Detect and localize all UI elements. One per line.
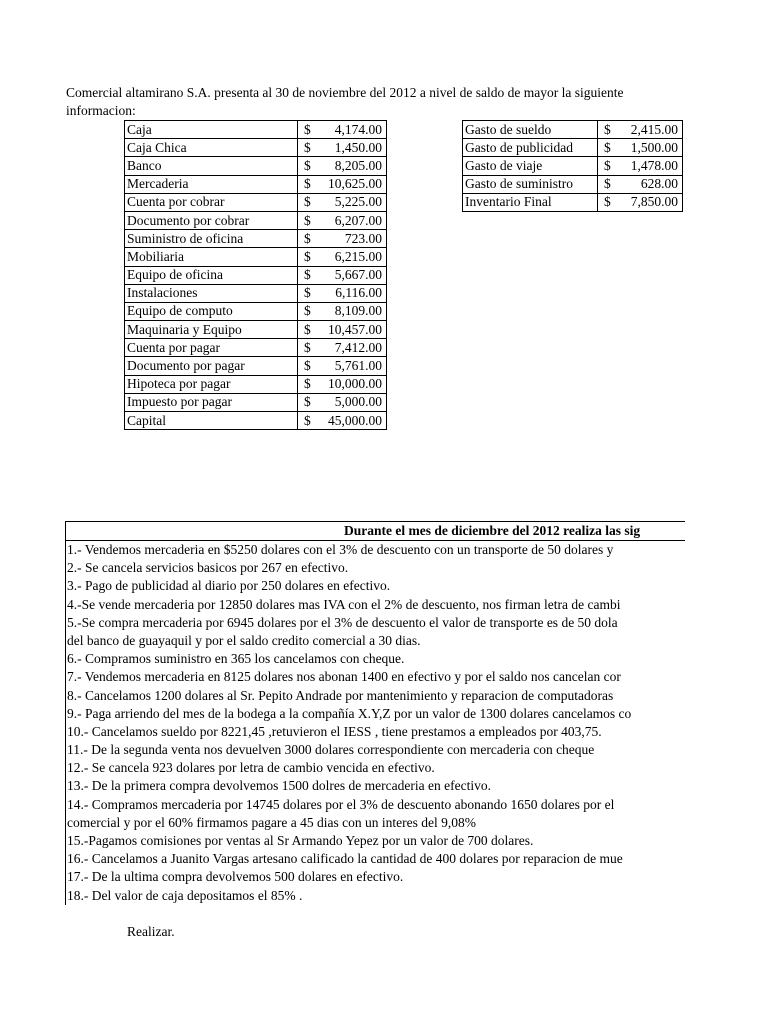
currency-symbol: $ bbox=[304, 303, 311, 319]
transaction-line[interactable]: del banco de guayaquil y por el saldo credito comercial a 30 dias. bbox=[67, 632, 421, 648]
footer-instruction: Realizar. bbox=[127, 924, 175, 939]
transaction-line[interactable]: 9.- Paga arriendo del mes de la bodega a la compañía X.Y,Z por un valor de 1300 dolares cancelamos co bbox=[67, 705, 632, 721]
amount-cell[interactable] bbox=[598, 139, 683, 157]
amount-cell[interactable] bbox=[298, 284, 387, 302]
transaction-line[interactable]: 12.- Se cancela 923 dolares por letra de cambio vencida en efectivo. bbox=[67, 760, 435, 776]
right-table-row bbox=[463, 175, 683, 193]
account-name-cell[interactable]: Cuenta por pagar bbox=[125, 339, 298, 357]
currency-symbol: $ bbox=[604, 194, 611, 210]
amount-value: 5,667.00 bbox=[334, 267, 382, 283]
amount-value: 5,225.00 bbox=[334, 194, 382, 210]
amount-value: 723.00 bbox=[344, 230, 382, 246]
currency-symbol: $ bbox=[304, 212, 311, 228]
currency-symbol: $ bbox=[304, 176, 311, 192]
amount-wrap bbox=[300, 394, 384, 410]
left-table-row bbox=[125, 248, 387, 266]
amount-cell[interactable] bbox=[298, 139, 387, 157]
transaction-line[interactable]: 5.-Se compra mercaderia por 6945 dolares por el 3% de descuento el valor de transporte es de 50 dola bbox=[67, 614, 618, 630]
amount-wrap bbox=[300, 176, 384, 192]
account-name-cell[interactable]: Caja Chica bbox=[125, 139, 298, 157]
amount-wrap bbox=[300, 340, 384, 356]
transactions-header bbox=[66, 522, 685, 541]
currency-symbol: $ bbox=[304, 394, 311, 410]
left-table-row bbox=[125, 175, 387, 193]
transaction-line[interactable]: 15.-Pagamos comisiones por ventas al Sr Armando Yepez por un valor de 700 dolares. bbox=[67, 833, 534, 848]
transaction-line[interactable]: 1.- Vendemos mercaderia en $5250 dolares con el 3% de descuento con un transporte de 50 dolares y bbox=[67, 542, 614, 557]
amount-wrap bbox=[300, 413, 384, 429]
amount-cell[interactable] bbox=[298, 412, 387, 430]
transaction-line[interactable]: 14.- Compramos mercaderia por 14745 dolares por el 3% de descuento abonando 1650 dolares por el bbox=[67, 796, 615, 812]
amount-value: 10,000.00 bbox=[328, 376, 382, 392]
transactions-box bbox=[65, 521, 685, 905]
intro-line-1: Comercial altamirano S.A. presenta al 30 de noviembre del 2012 a nivel de saldo de mayor la siguiente bbox=[66, 85, 624, 100]
amount-wrap bbox=[300, 249, 384, 265]
amount-value: 628.00 bbox=[640, 176, 678, 192]
amount-value: 7,850.00 bbox=[630, 194, 678, 210]
currency-symbol: $ bbox=[304, 321, 311, 337]
transaction-line[interactable]: 7.- Vendemos mercaderia en 8125 dolares nos abonan 1400 en efectivo y por el saldo nos cancelan cor bbox=[67, 669, 621, 685]
amount-wrap bbox=[600, 122, 680, 138]
transaction-line[interactable]: 16.- Cancelamos a Juanito Vargas artesano calificado la cantidad de 400 dolares por reparacion de mue bbox=[67, 851, 623, 867]
left-table-row bbox=[125, 139, 387, 157]
left-table-row bbox=[125, 339, 387, 357]
amount-value: 2,415.00 bbox=[630, 121, 678, 137]
account-name-cell[interactable]: Suministro de oficina bbox=[125, 230, 298, 248]
left-table-row bbox=[125, 121, 387, 139]
currency-symbol: $ bbox=[304, 339, 311, 355]
left-table-row bbox=[125, 302, 387, 320]
transaction-line[interactable]: 2.- Se cancela servicios basicos por 267 en efectivo. bbox=[67, 560, 349, 576]
intro-line-2: informacion: bbox=[66, 103, 136, 118]
currency-symbol: $ bbox=[304, 267, 311, 283]
account-name-cell[interactable]: Gasto de publicidad bbox=[463, 139, 598, 157]
account-name-cell[interactable]: Mobiliaria bbox=[125, 248, 298, 266]
account-name-cell[interactable]: Capital bbox=[125, 412, 298, 430]
transaction-line[interactable]: 6.- Compramos suministro en 365 los cancelamos con cheque. bbox=[67, 651, 405, 667]
right-table-row bbox=[463, 139, 683, 157]
amount-cell[interactable] bbox=[298, 375, 387, 393]
amount-cell[interactable] bbox=[298, 302, 387, 320]
amount-cell[interactable] bbox=[298, 121, 387, 139]
left-table-row bbox=[125, 375, 387, 393]
account-name-cell[interactable]: Cuenta por cobrar bbox=[125, 193, 298, 211]
transaction-line[interactable]: 10.- Cancelamos sueldo por 8221,45 ,retuvieron el IESS , tiene prestamos a empleados por 403,75. bbox=[67, 723, 602, 739]
amount-cell[interactable] bbox=[298, 157, 387, 175]
currency-symbol: $ bbox=[304, 139, 311, 155]
left-table-row bbox=[125, 211, 387, 229]
currency-symbol: $ bbox=[304, 248, 311, 264]
transaction-line[interactable]: 11.- De la segunda venta nos devuelven 3000 dolares correspondiente con mercaderia con cheque bbox=[67, 742, 595, 758]
amount-cell[interactable] bbox=[298, 211, 387, 229]
currency-symbol: $ bbox=[604, 157, 611, 173]
amount-wrap bbox=[600, 176, 680, 192]
amount-wrap bbox=[300, 122, 384, 138]
balance-table-left bbox=[124, 120, 387, 430]
amount-value: 8,205.00 bbox=[334, 157, 382, 173]
transactions-heading: Durante el mes de diciembre del 2012 realiza las sig bbox=[344, 523, 641, 538]
transactions-list bbox=[66, 541, 685, 905]
left-table-row bbox=[125, 157, 387, 175]
balance-table-right bbox=[462, 120, 683, 212]
account-name-cell[interactable]: Gasto de suministro bbox=[463, 175, 598, 193]
account-name-cell[interactable]: Equipo de oficina bbox=[125, 266, 298, 284]
account-name-cell[interactable]: Equipo de computo bbox=[125, 302, 298, 320]
left-table-row bbox=[125, 193, 387, 211]
account-name-cell[interactable]: Impuesto por pagar bbox=[125, 393, 298, 411]
currency-symbol: $ bbox=[304, 412, 311, 428]
amount-wrap bbox=[600, 158, 680, 174]
right-table-row bbox=[463, 157, 683, 175]
amount-value: 7,412.00 bbox=[334, 339, 382, 355]
account-name-cell[interactable]: Caja bbox=[125, 121, 298, 139]
account-name-cell[interactable]: Banco bbox=[125, 157, 298, 175]
amount-cell[interactable] bbox=[298, 230, 387, 248]
amount-cell[interactable] bbox=[298, 193, 387, 211]
currency-symbol: $ bbox=[304, 121, 311, 137]
account-name-cell[interactable]: Mercaderia bbox=[125, 175, 298, 193]
amount-cell[interactable] bbox=[598, 175, 683, 193]
amount-cell[interactable] bbox=[298, 175, 387, 193]
amount-wrap bbox=[300, 194, 384, 210]
amount-cell[interactable] bbox=[598, 157, 683, 175]
amount-cell[interactable] bbox=[298, 393, 387, 411]
account-name-cell[interactable]: Inventario Final bbox=[463, 193, 598, 211]
account-name-cell[interactable]: Maquinaria y Equipo bbox=[125, 321, 298, 339]
left-table-row bbox=[125, 321, 387, 339]
left-table-row bbox=[125, 284, 387, 302]
right-table-row bbox=[463, 121, 683, 139]
amount-value: 10,457.00 bbox=[328, 321, 382, 337]
amount-value: 10,625.00 bbox=[328, 176, 382, 192]
amount-wrap bbox=[600, 140, 680, 156]
amount-wrap bbox=[300, 303, 384, 319]
left-table-row bbox=[125, 357, 387, 375]
amount-wrap bbox=[300, 158, 384, 174]
account-name-cell[interactable]: Hipoteca por pagar bbox=[125, 375, 298, 393]
currency-symbol: $ bbox=[604, 121, 611, 137]
amount-value: 1,478.00 bbox=[630, 157, 678, 173]
amount-value: 6,215.00 bbox=[334, 248, 382, 264]
amount-wrap bbox=[300, 358, 384, 374]
amount-value: 5,761.00 bbox=[334, 358, 382, 374]
amount-wrap bbox=[300, 213, 384, 229]
amount-cell[interactable] bbox=[298, 321, 387, 339]
currency-symbol: $ bbox=[604, 176, 611, 192]
amount-wrap bbox=[300, 231, 384, 247]
transaction-line[interactable]: 4.-Se vende mercaderia por 12850 dolares mas IVA con el 2% de descuento, nos firman letra de cambi bbox=[67, 596, 621, 612]
transaction-line[interactable]: 8.- Cancelamos 1200 dolares al Sr. Pepito Andrade por mantenimiento y reparacion de computadoras bbox=[67, 687, 614, 703]
amount-value: 1,450.00 bbox=[334, 139, 382, 155]
amount-wrap bbox=[300, 285, 384, 301]
transaction-line[interactable]: 17.- De la ultima compra devolvemos 500 dolares en efectivo. bbox=[67, 869, 404, 885]
currency-symbol: $ bbox=[304, 358, 311, 374]
left-table-row bbox=[125, 393, 387, 411]
account-name-cell[interactable]: Documento por cobrar bbox=[125, 211, 298, 229]
account-name-cell[interactable]: Gasto de viaje bbox=[463, 157, 598, 175]
amount-value: 45,000.00 bbox=[328, 412, 382, 428]
account-name-cell[interactable]: Documento por pagar bbox=[125, 357, 298, 375]
currency-symbol: $ bbox=[304, 376, 311, 392]
account-name-cell[interactable]: Instalaciones bbox=[125, 284, 298, 302]
currency-symbol: $ bbox=[604, 139, 611, 155]
amount-cell[interactable] bbox=[298, 339, 387, 357]
amount-value: 8,109.00 bbox=[334, 303, 382, 319]
amount-wrap bbox=[300, 267, 384, 283]
transaction-line[interactable]: 13.- De la primera compra devolvemos 1500 dolres de mercaderia en efectivo. bbox=[67, 778, 491, 794]
amount-wrap bbox=[300, 140, 384, 156]
amount-value: 4,174.00 bbox=[334, 121, 382, 137]
amount-cell[interactable] bbox=[298, 248, 387, 266]
left-table-row bbox=[125, 266, 387, 284]
transaction-line[interactable]: 18.- Del valor de caja depositamos el 85% . bbox=[67, 887, 303, 903]
left-table-row bbox=[125, 412, 387, 430]
transaction-line[interactable]: 3.- Pago de publicidad al diario por 250 dolares en efectivo. bbox=[67, 578, 391, 594]
amount-value: 6,207.00 bbox=[334, 212, 382, 228]
amount-cell[interactable] bbox=[298, 357, 387, 375]
currency-symbol: $ bbox=[304, 285, 311, 301]
amount-value: 1,500.00 bbox=[630, 139, 678, 155]
amount-wrap bbox=[600, 194, 680, 210]
amount-cell[interactable] bbox=[598, 121, 683, 139]
amount-value: 5,000.00 bbox=[334, 394, 382, 410]
amount-value: 6,116.00 bbox=[335, 285, 382, 301]
currency-symbol: $ bbox=[304, 157, 311, 173]
transaction-line[interactable]: comercial y por el 60% firmamos pagare a 45 dias con un interes del 9,08% bbox=[67, 814, 476, 830]
amount-wrap bbox=[300, 376, 384, 392]
left-table-row bbox=[125, 230, 387, 248]
right-table-row bbox=[463, 193, 683, 211]
currency-symbol: $ bbox=[304, 194, 311, 210]
currency-symbol: $ bbox=[304, 230, 311, 246]
amount-cell[interactable] bbox=[598, 193, 683, 211]
amount-wrap bbox=[300, 322, 384, 338]
amount-cell[interactable] bbox=[298, 266, 387, 284]
account-name-cell[interactable]: Gasto de sueldo bbox=[463, 121, 598, 139]
